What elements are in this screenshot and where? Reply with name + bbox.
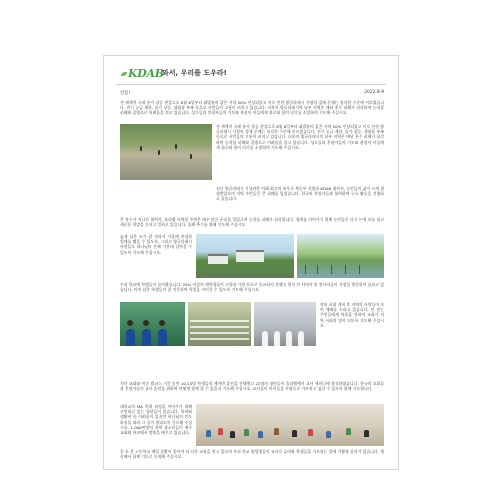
assembly-hall-photo: [188, 302, 251, 346]
paragraph-intro: 전 세계적 국제 유가 상승 현상으로 8월 6일부터 휘발유의 값은 거의 50% 인상되었고 이로 인한 방글라데시 가정의 경제 문제는 심각한 수준에 이르렀습니다. 전기 공급 제한, 물가 상승, 생필품 부족 등으로 서민들의 고통이 커지고 있습니다. 더욱이 방글라데시의 남부 지역은 매년 홍수 피해가 심각하여 농작물 피해와 질병으로 어려움을 겪고 있습니다. 성도들과 후원자들의 기도와 관심이 이들에게 위로와 힘이 되기를 소망하며 기도해 주십시오.: [120, 100, 384, 116]
kdab-logo: [121, 67, 164, 80]
ceremony-photo: [254, 302, 316, 346]
paragraph-flood: 전 세계적 국제 유가 상승 현상으로 8월 6일부터 휘발유의 값은 거의 50% 인상되었고 이로 인한 방글라데시 가정의 경제 문제는 심각한 수준에 이르렀습니다. 전기 공급 제한, 물가 상승, 생필품 부족 등으로 서민들의 고통이 커지고 있습니다. 더욱이 방글라데시의 남부 지역은 매년 홍수 피해가 심각하여 농작물 피해와 질병으로 어려움을 겪고 있습니다. 성도들과 후원자들의 기도와 관심이 이들에게 위로와 힘이 되기를 소망하며 기도해 주십시오.: [216, 124, 384, 150]
newsletter-title: 와서, 우리를 도우라!: [162, 69, 227, 77]
paragraph-closing: 등 포 총 고등학교 매일 상황이 좋아져 더 나은 교육을 받고 있으며 우리 학교 졸업생들이 교사로 돌아와 학생들을 가르치는 일에 기쁨과 감사가 있습니다. 계속해서 함께 기도로 동역해 주십시오.: [120, 449, 384, 460]
pond-photo: [297, 234, 384, 278]
newsletter-page: [103, 55, 399, 470]
paragraph-church: 작년 교회 개척 후 지역의 사람들이 모여 예배를 드리고 있습니다. 안 믿는 주민들에게 복음을 전하며 교회가 지역 사회의 빛이 되도록 기도해 주십시오.: [320, 302, 384, 328]
paragraph-training: 지난 교회와 이순 캠퍼스 기간 동안 10-15명 학생들의 제자반 훈련을 진행했고 22명의 청년들이 올리펠에서 교사 세미나에 참석하였습니다. 한국의 교회들과 후원자들이 교사 훈련을 위하여 어떻게 함께 할 수 있을지 기도해 주십시오. 교사들이 아이들을 사랑으로 가르치고 섬길 수 있도록 함께 기도합니다.: [120, 381, 384, 392]
paragraph-rain: 지난 방글라데시 기상관측 이래 최고의 폭우로 북동부 지방과 KDAB 협력지, 농민들의 삶이 크게 위협받았으며 지역 주민들은 큰 피해를 입었습니다. 한국의 후원자들과 협력하여 구호 활동을 진행하고 있습니다.: [216, 186, 384, 202]
paragraph-university: 대학교의 MA 학위 과정을 이어가기 위해 고민하고 있는 청년들이 있습니다. 학비와 생활비 등 어려움이 있지만 하나님의 인도하심을 따라 그 길이 열리도록 기도해 주십시오. 1,000여명의 지역 청소년들이 매주 교회와 학교에서 말씀을 배우고 있습니다.: [120, 404, 192, 436]
leaf-icon: [121, 72, 127, 76]
paragraph-students: 우리 학교에 학생들이 돌아왔습니다. 25% 이상의 재학생들이 고향과 가정 등으로 등교하지 못했고 현지 인 사역자 및 봉사자들이 가정을 방문하며 돌보고 있습니다. 아직 남은 학생들이 잘 적응하여 학업을 이어갈 수 있도록 기도해 주십시오.: [120, 282, 384, 293]
paragraph-prayer: 늦게 심은 모가 잘 자라서 가을에 풍성한 열매를 맺을 수 있도록, 그리고 방글라데시 사람들도 하나님의 은혜 가운데 살아갈 수 있도록 기도해 주십시오.: [120, 234, 192, 255]
rice-paddy-photo: [120, 124, 212, 180]
seminar-photo: [196, 404, 384, 446]
issue-date: 2022.8-9: [364, 90, 384, 95]
header-divider: [116, 84, 386, 85]
logo-text: KDAB: [128, 67, 164, 80]
students-photo: [120, 302, 185, 346]
school-buildings-photo: [196, 234, 294, 278]
paragraph-harvest: 큰 홍수가 지나간 협력지, 올리펠 사역장 주변은 매우 많은 손실을 입었으며 농작물 피해가 심각합니다. 생계를 이어가기 위해 농민들은 다시 논에 모를 심고 새로운 희망을 가지고 일하고 있습니다. 올해 추수를 위해 기도해 주십시오.: [120, 217, 384, 228]
greeting: 샬롬!: [120, 91, 131, 96]
